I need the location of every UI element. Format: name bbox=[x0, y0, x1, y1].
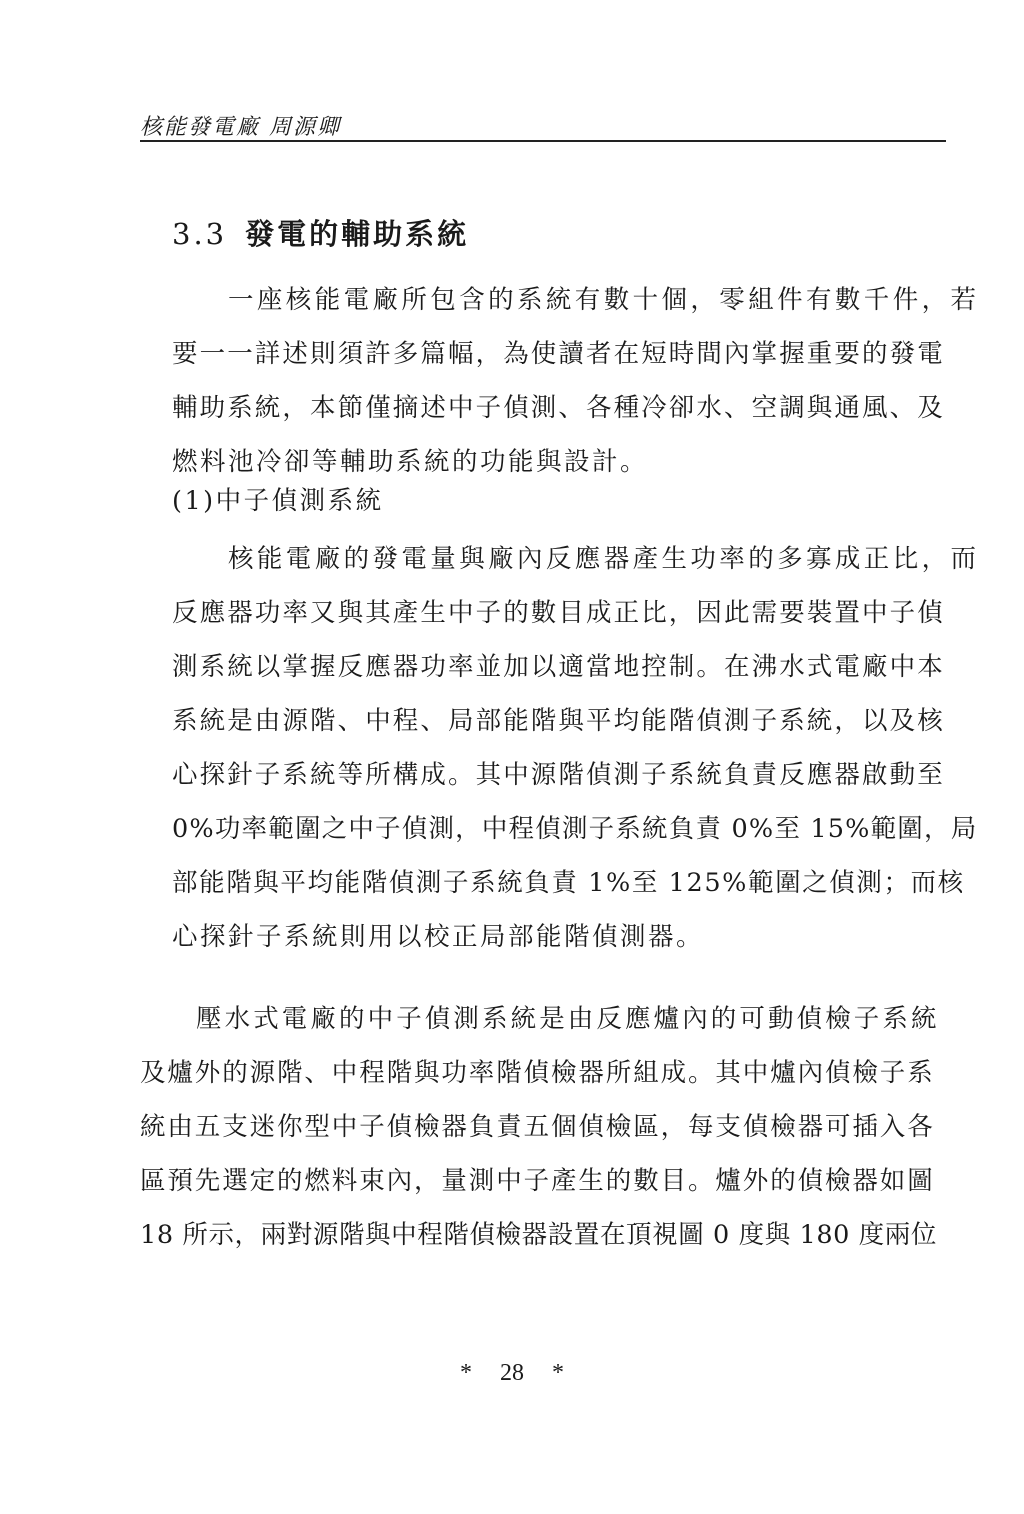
section-number: 3.3 bbox=[172, 217, 228, 251]
paragraph-line: 0%功率範圍之中子偵測，中程偵測子系統負責 0%至 15%範圍，局 bbox=[172, 814, 978, 844]
paragraph-line: 及爐外的源階、中程階與功率階偵檢器所組成。其中爐內偵檢子系 bbox=[140, 1058, 935, 1088]
paragraph-line: 輔助系統，本節僅摘述中子偵測、各種冷卻水、空調與通風、及 bbox=[172, 393, 945, 423]
footer-mark-left: * bbox=[460, 1360, 472, 1386]
paragraph-line: 要一一詳述則須許多篇幅，為使讀者在短時間內掌握重要的發電 bbox=[172, 339, 945, 369]
section-title: 發電的輔助系統 bbox=[245, 217, 470, 251]
paragraph-line: 反應器功率又與其產生中子的數目成正比，因此需要裝置中子偵 bbox=[172, 598, 945, 628]
paragraph-line: 系統是由源階、中程、局部能階與平均能階偵測子系統，以及核 bbox=[172, 706, 945, 736]
footer-mark-right: * bbox=[552, 1360, 564, 1386]
subheading-text: (1)中子偵測系統 bbox=[172, 486, 384, 516]
paragraph-line: 區預先選定的燃料束內，量測中子產生的數目。爐外的偵檢器如圖 bbox=[140, 1166, 935, 1196]
page-footer bbox=[0, 1360, 1024, 1387]
paragraph-line: 一座核能電廠所包含的系統有數十個，零組件有數千件，若 bbox=[228, 285, 980, 315]
paragraph-line: 心探針子系統則用以校正局部能階偵測器。 bbox=[172, 922, 705, 952]
paragraph-line: 燃料池冷卻等輔助系統的功能與設計。 bbox=[172, 447, 649, 477]
paragraph-line: 測系統以掌握反應器功率並加以適當地控制。在沸水式電廠中本 bbox=[172, 652, 945, 682]
header-rule bbox=[140, 140, 946, 142]
paragraph-line: 18 所示，兩對源階與中程階偵檢器設置在頂視圖 0 度與 180 度兩位 bbox=[140, 1220, 937, 1250]
paragraph-line: 統由五支迷你型中子偵檢器負責五個偵檢區，每支偵檢器可插入各 bbox=[140, 1112, 935, 1142]
section-heading bbox=[172, 212, 469, 253]
page-number: 28 bbox=[500, 1360, 524, 1386]
paragraph-line: 心探針子系統等所構成。其中源階偵測子系統負責反應器啟動至 bbox=[172, 760, 945, 790]
running-header: 核能發電廠 周源卿 bbox=[140, 115, 341, 140]
paragraph-line: 核能電廠的發電量與廠內反應器產生功率的多寡成正比，而 bbox=[228, 544, 980, 574]
paragraph-line: 部能階與平均能階偵測子系統負責 1%至 125%範圍之偵測；而核 bbox=[172, 868, 965, 898]
paragraph-line: 壓水式電廠的中子偵測系統是由反應爐內的可動偵檢子系統 bbox=[196, 1004, 940, 1034]
